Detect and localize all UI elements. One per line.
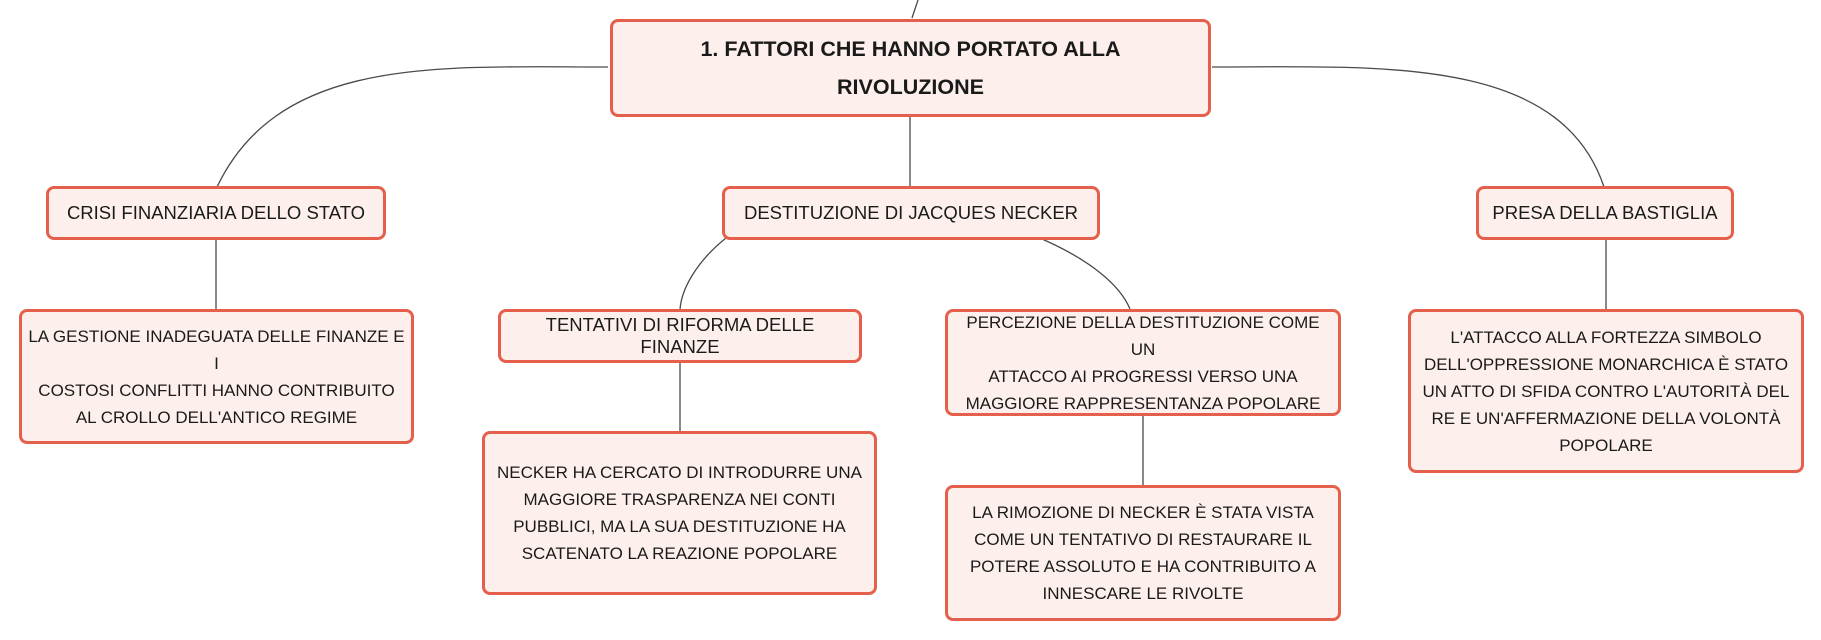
subtopic-node-crisi-detail[interactable] — [19, 309, 414, 444]
topic-node-presa-bastiglia[interactable] — [1476, 186, 1734, 240]
subtopic-text-riforma-detail: NECKER HA CERCATO DI INTRODURRE UNA MAGGIORE TRASPARENZA NEI CONTI PUBBLICI, MA LA SUA DESTITUZIONE HA SCATENATO LA REAZIONE POPOLARE — [497, 463, 862, 563]
connector-parent-to-root — [912, 0, 918, 18]
subtopic-node-percezione-detail[interactable] — [945, 485, 1341, 621]
connector-necker-to-percezione — [1042, 239, 1130, 309]
subtopic-text-percezione: PERCEZIONE DELLA DESTITUZIONE COME UN ATTACCO AI PROGRESSI VERSO UNA MAGGIORE RAPPRESENTANZA POPOLARE — [965, 312, 1321, 413]
root-topic-node[interactable] — [610, 19, 1211, 117]
topic-node-destituzione-necker[interactable] — [722, 186, 1100, 240]
topic-text-destituzione-necker: DESTITUZIONE DI JACQUES NECKER — [743, 202, 1079, 223]
topic-text-presa-bastiglia: PRESA DELLA BASTIGLIA — [1492, 202, 1718, 223]
connector-root-to-crisi — [217, 67, 608, 187]
connector-necker-to-riforma — [680, 238, 726, 310]
topic-text-crisi-finanziaria: CRISI FINANZIARIA DELLO STATO — [66, 202, 366, 223]
subtopic-text-tentativi-riforma: TENTATIVI DI RIFORMA DELLE FINANZE — [545, 314, 815, 357]
connector-root-to-bastiglia — [1212, 67, 1604, 187]
subtopic-text-crisi-detail: LA GESTIONE INADEGUATA DELLE FINANZE E I COSTOSI CONFLITTI HANNO CONTRIBUITO AL CROLLO DELL'ANTICO REGIME — [28, 326, 405, 427]
subtopic-node-tentativi-riforma[interactable] — [498, 309, 862, 363]
root-topic-text: 1. FATTORI CHE HANNO PORTATO ALLA RIVOLUZIONE — [700, 37, 1121, 99]
subtopic-text-percezione-detail: LA RIMOZIONE DI NECKER È STATA VISTA COME UN TENTATIVO DI RESTAURARE IL POTERE ASSOLUTO E HA CONTRIBUITO A INNESCARE LE RIVOLTE — [969, 503, 1317, 603]
subtopic-node-riforma-detail[interactable] — [482, 431, 877, 595]
topic-node-crisi-finanziaria[interactable] — [46, 186, 386, 240]
subtopic-node-bastiglia-detail[interactable] — [1408, 309, 1804, 473]
subtopic-text-bastiglia-detail: L'ATTACCO ALLA FORTEZZA SIMBOLO DELL'OPPRESSIONE MONARCHICA È STATO UN ATTO DI SFIDA CONTRO L'AUTORITÀ DEL RE E UN'AFFERMAZIONE DELLA VOLONTÀ POPOLARE — [1422, 327, 1790, 455]
subtopic-node-percezione[interactable] — [945, 309, 1341, 416]
